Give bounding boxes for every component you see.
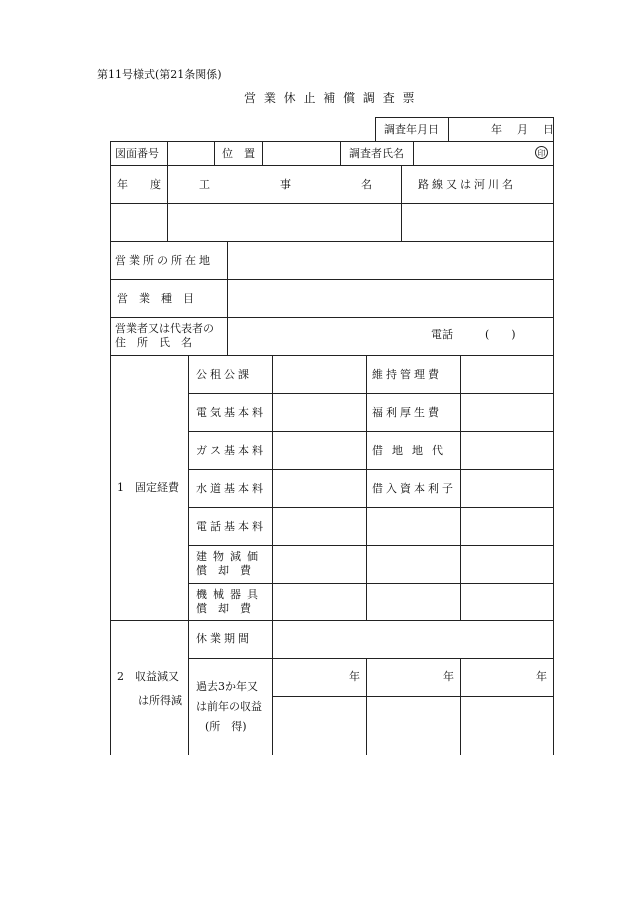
income-label-2: は所得減 bbox=[138, 694, 182, 707]
survey-date-value: 年 月 日 bbox=[491, 123, 556, 136]
past-income-3: (所 得) bbox=[205, 720, 247, 733]
drawing-number-label: 図面番号 bbox=[115, 147, 159, 160]
fixed-item-left: 水道基本料 bbox=[196, 482, 266, 495]
depr-building-2: 償 却 費 bbox=[196, 564, 251, 577]
fixed-item-right: 福利厚生費 bbox=[372, 406, 442, 419]
fixed-item-right: 借地地代 bbox=[372, 444, 452, 457]
col-year: 年 度 bbox=[117, 178, 161, 191]
fixed-cost-label: 1 固定経費 bbox=[117, 481, 179, 494]
owner-label-2: 住 所 氏 名 bbox=[115, 336, 192, 349]
fixed-item-right: 借入資本利子 bbox=[372, 482, 456, 495]
survey-date-label: 調査年月日 bbox=[384, 123, 439, 136]
seal-mark: 印 bbox=[535, 146, 548, 159]
form-title: 営 業 休 止 補 償 調 査 票 bbox=[244, 91, 417, 105]
past-income-1: 過去3か年又 bbox=[196, 680, 258, 693]
fixed-item-left: 電話基本料 bbox=[196, 520, 266, 533]
fixed-item-left: 電気基本料 bbox=[196, 406, 266, 419]
form-number: 第11号様式(第21条関係) bbox=[97, 68, 222, 81]
phone-parens: ( ) bbox=[485, 328, 516, 341]
col-project-3: 名 bbox=[361, 178, 372, 191]
office-location-label: 営業所の所在地 bbox=[115, 254, 213, 267]
depr-machine-2: 償 却 費 bbox=[196, 602, 251, 615]
col-project-2: 事 bbox=[280, 178, 291, 191]
owner-label-1: 営業者又は代表者の bbox=[115, 322, 214, 335]
income-label-1: 2 収益減又 bbox=[117, 670, 179, 683]
fixed-item-right: 維持管理費 bbox=[372, 368, 442, 381]
suspension-label: 休業期間 bbox=[196, 632, 252, 645]
past-income-2: は前年の収益 bbox=[196, 700, 262, 713]
depr-building-1: 建物減価 bbox=[196, 550, 264, 563]
phone-label: 電話 bbox=[431, 328, 453, 341]
investigator-label: 調査者氏名 bbox=[349, 147, 404, 160]
fixed-item-left: ガス基本料 bbox=[196, 444, 266, 457]
year-unit: 年 bbox=[349, 670, 360, 683]
depr-machine-1: 機械器具 bbox=[196, 588, 264, 601]
business-type-label: 営 業 種 目 bbox=[117, 292, 194, 305]
year-unit: 年 bbox=[443, 670, 454, 683]
location-label: 位 置 bbox=[222, 147, 255, 160]
col-project-1: 工 bbox=[199, 178, 210, 191]
col-route: 路線又は河川名 bbox=[418, 178, 516, 191]
year-unit: 年 bbox=[536, 670, 547, 683]
fixed-item-left: 公租公課 bbox=[196, 368, 252, 381]
